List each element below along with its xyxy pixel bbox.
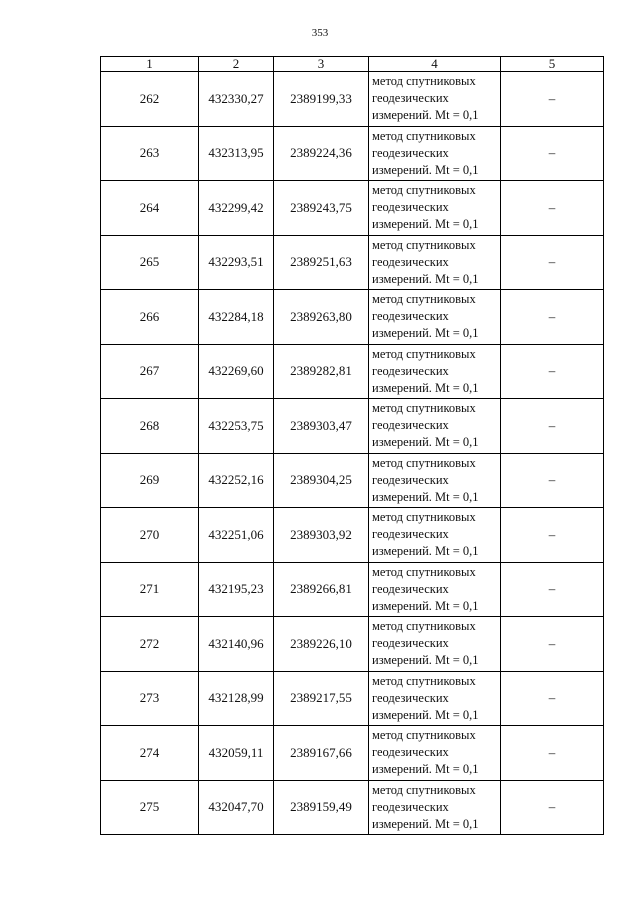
y-coordinate-cell: 2389243,75 <box>274 181 369 236</box>
point-number-cell: 263 <box>101 126 199 181</box>
method-line: измерений. Mt = 0,1 <box>372 653 479 668</box>
note-cell: – <box>501 235 604 290</box>
note-cell: – <box>501 508 604 563</box>
point-number-cell: 266 <box>101 290 199 345</box>
method-line: измерений. Mt = 0,1 <box>372 707 479 722</box>
table-header-row <box>101 57 604 72</box>
method-line: геодезических <box>372 690 449 705</box>
point-number-cell: 273 <box>101 671 199 726</box>
header-col-3: 3 <box>274 57 369 72</box>
x-coordinate-cell: 432252,16 <box>199 453 274 508</box>
y-coordinate-cell: 2389226,10 <box>274 617 369 672</box>
method-cell <box>369 126 501 181</box>
header-col-2: 2 <box>199 57 274 72</box>
method-line: метод спутниковых <box>372 619 476 634</box>
y-coordinate-cell: 2389266,81 <box>274 562 369 617</box>
x-coordinate-cell: 432140,96 <box>199 617 274 672</box>
x-coordinate-cell: 432284,18 <box>199 290 274 345</box>
method-line: геодезических <box>372 472 449 487</box>
x-coordinate-cell: 432253,75 <box>199 399 274 454</box>
method-cell <box>369 562 501 617</box>
method-line: геодезических <box>372 91 449 106</box>
method-line: измерений. Mt = 0,1 <box>372 489 479 504</box>
method-line: метод спутниковых <box>372 455 476 470</box>
x-coordinate-cell: 432293,51 <box>199 235 274 290</box>
y-coordinate-cell: 2389167,66 <box>274 726 369 781</box>
y-coordinate-cell: 2389251,63 <box>274 235 369 290</box>
note-cell: – <box>501 181 604 236</box>
method-line: геодезических <box>372 799 449 814</box>
table-body <box>101 72 604 835</box>
method-line: измерений. Mt = 0,1 <box>372 435 479 450</box>
point-number-cell: 275 <box>101 780 199 835</box>
method-line: измерений. Mt = 0,1 <box>372 217 479 232</box>
method-cell <box>369 181 501 236</box>
point-number-cell: 265 <box>101 235 199 290</box>
x-coordinate-cell: 432251,06 <box>199 508 274 563</box>
table-row <box>101 508 604 563</box>
method-line: метод спутниковых <box>372 673 476 688</box>
x-coordinate-cell: 432128,99 <box>199 671 274 726</box>
method-line: геодезических <box>372 527 449 542</box>
point-number-cell: 267 <box>101 344 199 399</box>
method-line: измерений. Mt = 0,1 <box>372 816 479 831</box>
y-coordinate-cell: 2389263,80 <box>274 290 369 345</box>
method-line: измерений. Mt = 0,1 <box>372 598 479 613</box>
table-row <box>101 562 604 617</box>
note-cell: – <box>501 126 604 181</box>
table-row <box>101 453 604 508</box>
method-line: метод спутниковых <box>372 782 476 797</box>
method-line: геодезических <box>372 363 449 378</box>
header-col-5: 5 <box>501 57 604 72</box>
method-line: геодезических <box>372 200 449 215</box>
table-row <box>101 290 604 345</box>
table-row <box>101 181 604 236</box>
method-cell <box>369 726 501 781</box>
x-coordinate-cell: 432330,27 <box>199 72 274 127</box>
method-line: геодезических <box>372 636 449 651</box>
method-cell <box>369 617 501 672</box>
x-coordinate-cell: 432047,70 <box>199 780 274 835</box>
method-cell <box>369 671 501 726</box>
table-row <box>101 344 604 399</box>
table-row <box>101 726 604 781</box>
note-cell: – <box>501 671 604 726</box>
y-coordinate-cell: 2389304,25 <box>274 453 369 508</box>
x-coordinate-cell: 432059,11 <box>199 726 274 781</box>
method-line: геодезических <box>372 309 449 324</box>
header-col-1: 1 <box>101 57 199 72</box>
table-row <box>101 617 604 672</box>
y-coordinate-cell: 2389224,36 <box>274 126 369 181</box>
point-number-cell: 271 <box>101 562 199 617</box>
page-number: 353 <box>311 27 329 39</box>
note-cell: – <box>501 726 604 781</box>
note-cell: – <box>501 72 604 127</box>
method-line: геодезических <box>372 418 449 433</box>
method-line: метод спутниковых <box>372 346 476 361</box>
method-cell <box>369 780 501 835</box>
method-line: измерений. Mt = 0,1 <box>372 544 479 559</box>
table-row <box>101 72 604 127</box>
method-line: метод спутниковых <box>372 183 476 198</box>
method-line: измерений. Mt = 0,1 <box>372 271 479 286</box>
method-line: измерений. Mt = 0,1 <box>372 326 479 341</box>
method-line: измерений. Mt = 0,1 <box>372 162 479 177</box>
method-line: метод спутниковых <box>372 128 476 143</box>
point-number-cell: 268 <box>101 399 199 454</box>
note-cell: – <box>501 562 604 617</box>
method-cell <box>369 72 501 127</box>
note-cell: – <box>501 780 604 835</box>
method-line: метод спутниковых <box>372 510 476 525</box>
table-row <box>101 126 604 181</box>
x-coordinate-cell: 432313,95 <box>199 126 274 181</box>
table-row <box>101 671 604 726</box>
method-line: геодезических <box>372 145 449 160</box>
y-coordinate-cell: 2389159,49 <box>274 780 369 835</box>
header-col-4: 4 <box>369 57 501 72</box>
point-number-cell: 272 <box>101 617 199 672</box>
y-coordinate-cell: 2389282,81 <box>274 344 369 399</box>
table-row <box>101 235 604 290</box>
y-coordinate-cell: 2389217,55 <box>274 671 369 726</box>
method-cell <box>369 453 501 508</box>
point-number-cell: 264 <box>101 181 199 236</box>
note-cell: – <box>501 399 604 454</box>
method-line: метод спутниковых <box>372 74 476 89</box>
point-number-cell: 262 <box>101 72 199 127</box>
note-cell: – <box>501 453 604 508</box>
method-line: измерений. Mt = 0,1 <box>372 762 479 777</box>
method-cell <box>369 290 501 345</box>
note-cell: – <box>501 290 604 345</box>
method-cell <box>369 399 501 454</box>
point-number-cell: 274 <box>101 726 199 781</box>
note-cell: – <box>501 617 604 672</box>
x-coordinate-cell: 432195,23 <box>199 562 274 617</box>
method-line: метод спутниковых <box>372 728 476 743</box>
note-cell: – <box>501 344 604 399</box>
method-line: геодезических <box>372 581 449 596</box>
y-coordinate-cell: 2389303,47 <box>274 399 369 454</box>
method-line: метод спутниковых <box>372 292 476 307</box>
method-line: измерений. Mt = 0,1 <box>372 108 479 123</box>
x-coordinate-cell: 432269,60 <box>199 344 274 399</box>
method-line: метод спутниковых <box>372 564 476 579</box>
method-line: метод спутниковых <box>372 401 476 416</box>
point-number-cell: 270 <box>101 508 199 563</box>
method-line: измерений. Mt = 0,1 <box>372 380 479 395</box>
y-coordinate-cell: 2389303,92 <box>274 508 369 563</box>
y-coordinate-cell: 2389199,33 <box>274 72 369 127</box>
method-line: геодезических <box>372 254 449 269</box>
method-cell <box>369 508 501 563</box>
x-coordinate-cell: 432299,42 <box>199 181 274 236</box>
method-cell <box>369 235 501 290</box>
point-number-cell: 269 <box>101 453 199 508</box>
coordinates-table <box>100 56 604 835</box>
method-cell <box>369 344 501 399</box>
method-line: метод спутниковых <box>372 237 476 252</box>
table-row <box>101 399 604 454</box>
table-row <box>101 780 604 835</box>
method-line: геодезических <box>372 745 449 760</box>
